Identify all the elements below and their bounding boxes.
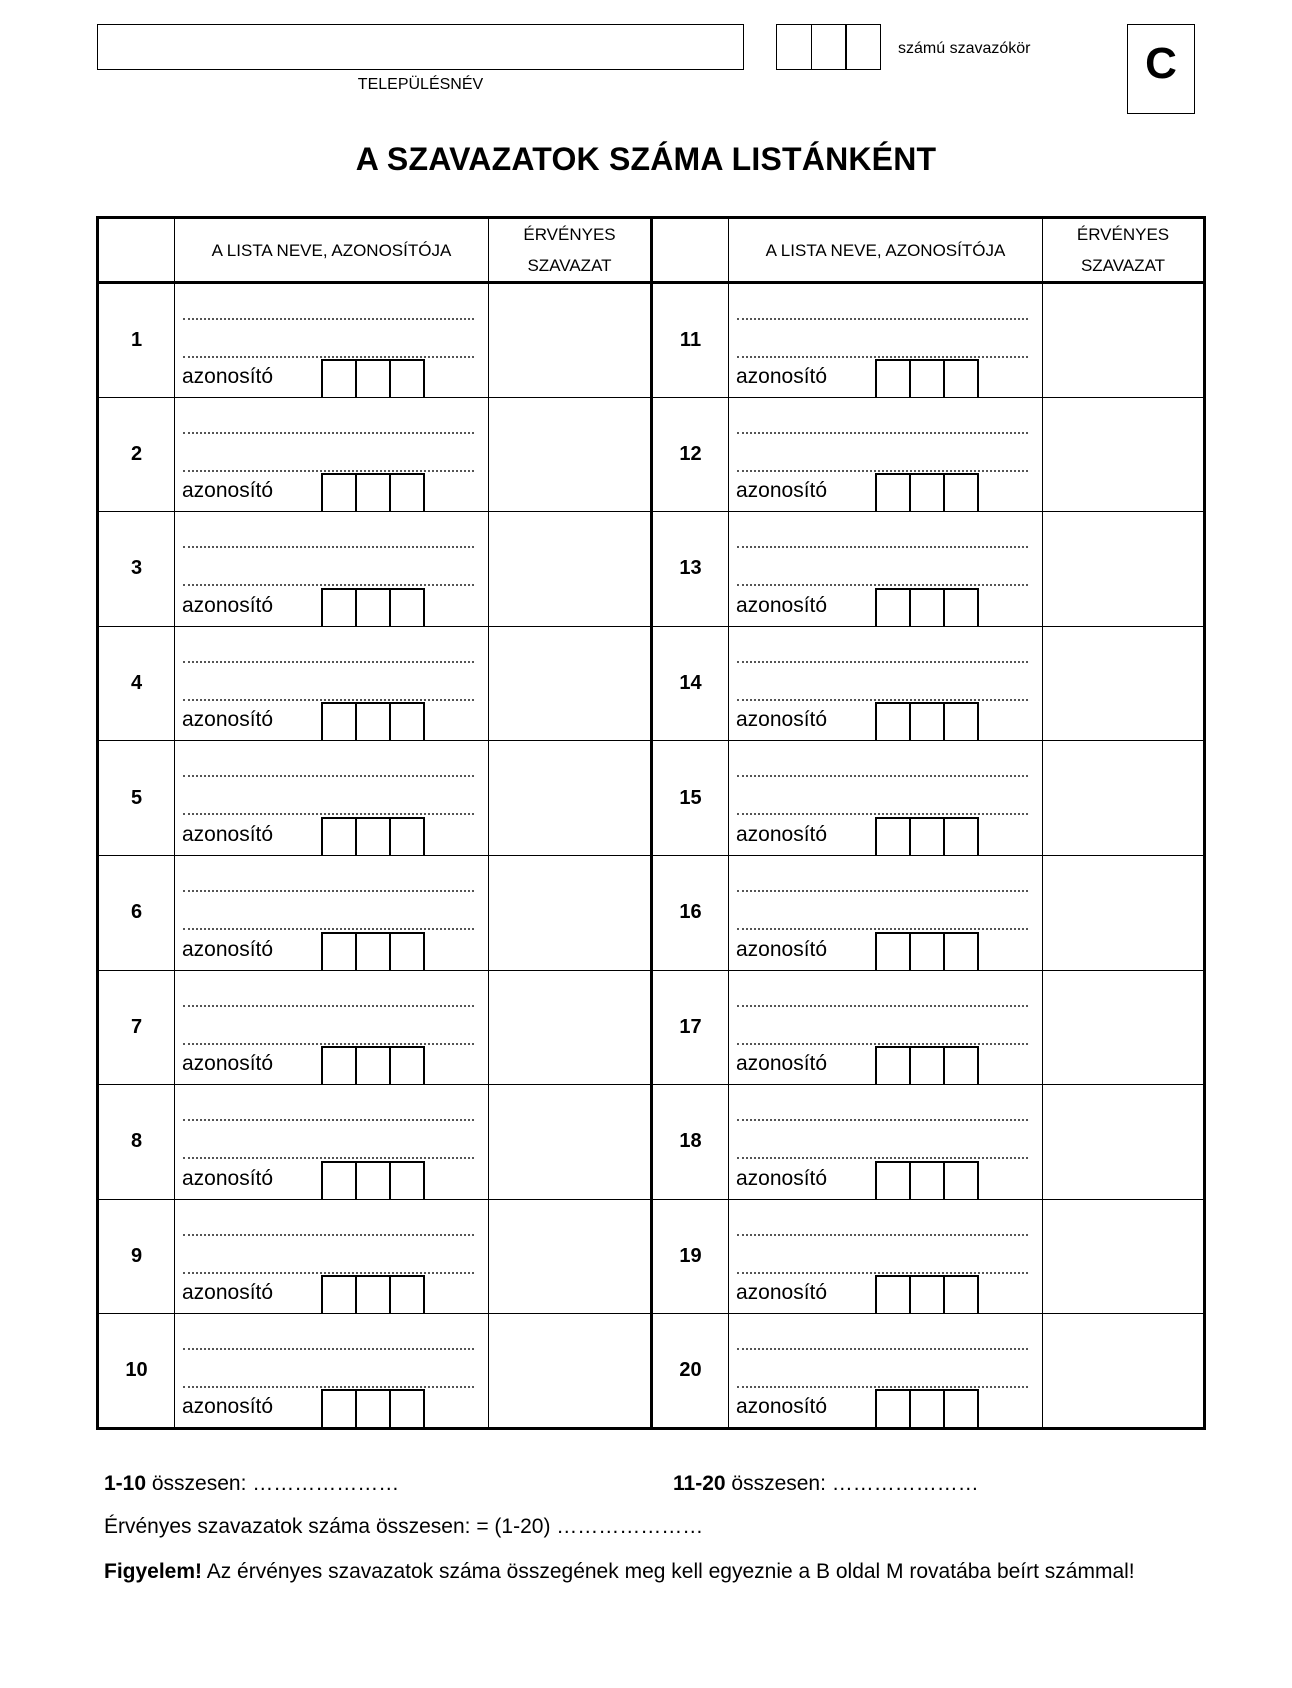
id-digit-box[interactable] bbox=[943, 932, 979, 970]
id-digit-box[interactable] bbox=[909, 817, 945, 855]
id-label: azonosító bbox=[182, 364, 274, 388]
list-name-cell[interactable] bbox=[729, 626, 1043, 741]
table-row bbox=[98, 1199, 1205, 1314]
valid-votes-cell[interactable] bbox=[489, 970, 652, 1085]
settlement-label: TELEPÜLÉSNÉV bbox=[357, 76, 484, 93]
name-dotted-line bbox=[737, 318, 1028, 320]
id-boxes[interactable] bbox=[875, 932, 979, 970]
name-dotted-line bbox=[183, 1272, 474, 1274]
name-dotted-line bbox=[183, 1234, 474, 1236]
valid-votes-cell[interactable] bbox=[1043, 741, 1205, 856]
name-dotted-line bbox=[183, 546, 474, 548]
list-number: 6 bbox=[98, 855, 175, 970]
id-digit-box[interactable] bbox=[909, 932, 945, 970]
precinct-digit-box[interactable] bbox=[776, 24, 812, 70]
id-digit-box[interactable] bbox=[389, 1046, 425, 1084]
name-dotted-line bbox=[183, 775, 474, 777]
id-boxes[interactable] bbox=[875, 817, 979, 855]
table-row bbox=[98, 1085, 1205, 1200]
id-digit-box[interactable] bbox=[355, 932, 391, 970]
id-digit-box[interactable] bbox=[875, 1389, 911, 1427]
list-name-column-header: A LISTA NEVE, AZONOSÍTÓJA bbox=[729, 218, 1043, 283]
name-dotted-line bbox=[737, 890, 1028, 892]
table-row bbox=[98, 1314, 1205, 1429]
subtotal-1-10-text: összesen: ………………… bbox=[146, 1472, 400, 1495]
list-name-cell[interactable] bbox=[175, 855, 489, 970]
name-dotted-line bbox=[737, 1043, 1028, 1045]
grand-total-line: Érvényes szavazatok száma összesen: = (1-20) ………………… bbox=[104, 1515, 704, 1538]
valid-votes-cell[interactable] bbox=[489, 1085, 652, 1200]
id-boxes[interactable] bbox=[321, 817, 425, 855]
id-label: azonosító bbox=[182, 593, 274, 617]
name-dotted-line bbox=[183, 1157, 474, 1159]
table-row bbox=[98, 397, 1205, 512]
id-digit-box[interactable] bbox=[389, 473, 425, 511]
id-digit-box[interactable] bbox=[943, 702, 979, 740]
id-digit-box[interactable] bbox=[355, 1046, 391, 1084]
id-label: azonosító bbox=[736, 708, 828, 732]
id-boxes[interactable] bbox=[875, 473, 979, 511]
warning-note bbox=[104, 1560, 1135, 1584]
valid-votes-cell[interactable] bbox=[1043, 397, 1205, 512]
id-label: azonosító bbox=[182, 1166, 274, 1190]
id-label: azonosító bbox=[736, 593, 828, 617]
subtotal-1-10 bbox=[104, 1472, 399, 1496]
id-boxes[interactable] bbox=[321, 932, 425, 970]
name-dotted-line bbox=[737, 661, 1028, 663]
name-dotted-line bbox=[737, 1272, 1028, 1274]
id-digit-box[interactable] bbox=[389, 702, 425, 740]
valid-votes-header-line2: SZAVAZAT bbox=[1080, 256, 1166, 275]
id-label: azonosító bbox=[182, 1281, 274, 1305]
valid-votes-cell[interactable] bbox=[489, 855, 652, 970]
id-digit-box[interactable] bbox=[875, 702, 911, 740]
subtotal-1-10-range: 1-10 bbox=[104, 1472, 147, 1495]
id-label: azonosító bbox=[736, 822, 828, 846]
id-digit-box[interactable] bbox=[909, 1046, 945, 1084]
valid-votes-cell[interactable] bbox=[1043, 1199, 1205, 1314]
id-digit-box[interactable] bbox=[909, 1275, 945, 1313]
settlement-name-field[interactable] bbox=[97, 24, 744, 70]
id-digit-box[interactable] bbox=[355, 817, 391, 855]
id-digit-box[interactable] bbox=[943, 1046, 979, 1084]
id-digit-box[interactable] bbox=[943, 1389, 979, 1427]
precinct-digit-box[interactable] bbox=[811, 24, 847, 70]
id-digit-box[interactable] bbox=[389, 817, 425, 855]
id-digit-box[interactable] bbox=[321, 1275, 357, 1313]
form-letter-badge: C bbox=[1127, 24, 1195, 114]
valid-votes-cell[interactable] bbox=[1043, 1085, 1205, 1200]
name-dotted-line bbox=[737, 928, 1028, 930]
name-dotted-line bbox=[737, 470, 1028, 472]
id-digit-box[interactable] bbox=[943, 359, 979, 397]
name-dotted-line bbox=[183, 661, 474, 663]
name-dotted-line bbox=[183, 318, 474, 320]
list-number: 18 bbox=[652, 1085, 729, 1200]
id-digit-box[interactable] bbox=[321, 473, 357, 511]
valid-votes-cell[interactable] bbox=[489, 283, 652, 398]
name-dotted-line bbox=[183, 890, 474, 892]
id-digit-box[interactable] bbox=[875, 1275, 911, 1313]
list-number: 13 bbox=[652, 512, 729, 627]
list-name-cell[interactable] bbox=[175, 741, 489, 856]
id-boxes[interactable] bbox=[321, 1161, 425, 1199]
list-number: 4 bbox=[98, 626, 175, 741]
id-digit-box[interactable] bbox=[355, 1275, 391, 1313]
id-boxes[interactable] bbox=[321, 1046, 425, 1084]
id-digit-box[interactable] bbox=[909, 702, 945, 740]
id-digit-box[interactable] bbox=[321, 1161, 357, 1199]
number-column-header bbox=[652, 218, 729, 283]
list-number: 17 bbox=[652, 970, 729, 1085]
id-digit-box[interactable] bbox=[389, 1389, 425, 1427]
list-name-cell[interactable] bbox=[175, 1085, 489, 1200]
id-digit-box[interactable] bbox=[355, 702, 391, 740]
id-digit-box[interactable] bbox=[355, 588, 391, 626]
id-digit-box[interactable] bbox=[321, 817, 357, 855]
id-digit-box[interactable] bbox=[355, 473, 391, 511]
id-digit-box[interactable] bbox=[389, 588, 425, 626]
name-dotted-line bbox=[183, 1119, 474, 1121]
name-dotted-line bbox=[737, 1005, 1028, 1007]
precinct-digit-box[interactable] bbox=[845, 24, 881, 70]
id-boxes[interactable] bbox=[875, 588, 979, 626]
name-dotted-line bbox=[737, 432, 1028, 434]
table-row bbox=[98, 855, 1205, 970]
list-name-cell[interactable] bbox=[729, 1085, 1043, 1200]
name-dotted-line bbox=[737, 1157, 1028, 1159]
list-number: 1 bbox=[98, 283, 175, 398]
id-boxes[interactable] bbox=[321, 1275, 425, 1313]
name-dotted-line bbox=[737, 546, 1028, 548]
id-digit-box[interactable] bbox=[321, 932, 357, 970]
id-digit-box[interactable] bbox=[943, 1161, 979, 1199]
id-boxes[interactable] bbox=[875, 359, 979, 397]
warning-text: Az érvényes szavazatok száma összegének meg kell egyeznie a B oldal M rovatába beírt számmal! bbox=[202, 1560, 1135, 1583]
name-dotted-line bbox=[737, 775, 1028, 777]
list-number: 5 bbox=[98, 741, 175, 856]
id-label: azonosító bbox=[736, 364, 828, 388]
list-number: 9 bbox=[98, 1199, 175, 1314]
id-digit-box[interactable] bbox=[389, 1275, 425, 1313]
table-row bbox=[98, 741, 1205, 856]
table-row bbox=[98, 970, 1205, 1085]
id-digit-box[interactable] bbox=[875, 473, 911, 511]
id-digit-box[interactable] bbox=[321, 1046, 357, 1084]
id-digit-box[interactable] bbox=[909, 1161, 945, 1199]
id-digit-box[interactable] bbox=[909, 473, 945, 511]
id-label: azonosító bbox=[182, 1052, 274, 1076]
id-label: azonosító bbox=[182, 822, 274, 846]
id-boxes[interactable] bbox=[321, 588, 425, 626]
id-boxes[interactable] bbox=[321, 1389, 425, 1427]
id-boxes[interactable] bbox=[321, 359, 425, 397]
subtotal-11-20-text: összesen: ………………… bbox=[725, 1472, 979, 1495]
table-row bbox=[98, 626, 1205, 741]
id-digit-box[interactable] bbox=[943, 473, 979, 511]
subtotal-11-20-range: 11-20 bbox=[673, 1472, 726, 1495]
id-label: azonosító bbox=[182, 937, 274, 961]
list-number: 19 bbox=[652, 1199, 729, 1314]
id-digit-box[interactable] bbox=[355, 1161, 391, 1199]
id-digit-box[interactable] bbox=[909, 359, 945, 397]
name-dotted-line bbox=[737, 1119, 1028, 1121]
id-digit-box[interactable] bbox=[321, 359, 357, 397]
valid-votes-header-line1: ÉRVÉNYES bbox=[523, 225, 616, 244]
valid-votes-cell[interactable] bbox=[1043, 512, 1205, 627]
id-boxes[interactable] bbox=[875, 1275, 979, 1313]
results-table bbox=[96, 216, 1206, 1430]
valid-votes-cell[interactable] bbox=[1043, 283, 1205, 398]
valid-votes-header-line2: SZAVAZAT bbox=[527, 256, 612, 275]
list-number: 2 bbox=[98, 397, 175, 512]
list-name-column-header: A LISTA NEVE, AZONOSÍTÓJA bbox=[175, 218, 489, 283]
id-label: azonosító bbox=[736, 1052, 828, 1076]
id-digit-box[interactable] bbox=[943, 817, 979, 855]
list-name-cell[interactable] bbox=[729, 1314, 1043, 1429]
valid-votes-cell[interactable] bbox=[489, 741, 652, 856]
id-digit-box[interactable] bbox=[389, 932, 425, 970]
id-boxes[interactable] bbox=[321, 473, 425, 511]
list-name-cell[interactable] bbox=[729, 283, 1043, 398]
id-digit-box[interactable] bbox=[875, 588, 911, 626]
id-digit-box[interactable] bbox=[875, 932, 911, 970]
id-digit-box[interactable] bbox=[909, 1389, 945, 1427]
name-dotted-line bbox=[737, 813, 1028, 815]
list-number: 16 bbox=[652, 855, 729, 970]
id-digit-box[interactable] bbox=[321, 1389, 357, 1427]
id-label: azonosító bbox=[182, 1394, 274, 1418]
valid-votes-cell[interactable] bbox=[1043, 970, 1205, 1085]
table-row bbox=[98, 512, 1205, 627]
list-name-cell[interactable] bbox=[729, 397, 1043, 512]
id-digit-box[interactable] bbox=[875, 359, 911, 397]
valid-votes-cell[interactable] bbox=[1043, 855, 1205, 970]
name-dotted-line bbox=[183, 584, 474, 586]
list-name-cell[interactable] bbox=[729, 1199, 1043, 1314]
id-digit-box[interactable] bbox=[389, 1161, 425, 1199]
valid-votes-column-header bbox=[489, 218, 652, 283]
id-label: azonosító bbox=[736, 1166, 828, 1190]
name-dotted-line bbox=[183, 699, 474, 701]
precinct-number-boxes[interactable] bbox=[776, 24, 881, 70]
table-header-row bbox=[98, 218, 1205, 283]
list-number: 8 bbox=[98, 1085, 175, 1200]
list-number: 7 bbox=[98, 970, 175, 1085]
valid-votes-header-line1: ÉRVÉNYES bbox=[1076, 225, 1170, 244]
name-dotted-line bbox=[183, 432, 474, 434]
name-dotted-line bbox=[183, 1005, 474, 1007]
list-number: 12 bbox=[652, 397, 729, 512]
id-boxes[interactable] bbox=[875, 1161, 979, 1199]
valid-votes-cell[interactable] bbox=[489, 626, 652, 741]
id-digit-box[interactable] bbox=[875, 817, 911, 855]
page-title: A SZAVAZATOK SZÁMA LISTÁNKÉNT bbox=[355, 141, 937, 177]
id-digit-box[interactable] bbox=[321, 702, 357, 740]
name-dotted-line bbox=[183, 470, 474, 472]
list-name-cell[interactable] bbox=[175, 283, 489, 398]
list-number: 20 bbox=[652, 1314, 729, 1429]
id-boxes[interactable] bbox=[321, 702, 425, 740]
valid-votes-cell[interactable] bbox=[489, 397, 652, 512]
list-number: 3 bbox=[98, 512, 175, 627]
id-digit-box[interactable] bbox=[355, 359, 391, 397]
id-label: azonosító bbox=[736, 1281, 828, 1305]
valid-votes-column-header bbox=[1043, 218, 1205, 283]
list-name-cell[interactable] bbox=[175, 1314, 489, 1429]
id-label: azonosító bbox=[182, 479, 274, 503]
name-dotted-line bbox=[183, 928, 474, 930]
id-boxes[interactable] bbox=[875, 702, 979, 740]
id-label: azonosító bbox=[182, 708, 274, 732]
list-name-cell[interactable] bbox=[175, 626, 489, 741]
list-name-cell[interactable] bbox=[175, 1199, 489, 1314]
name-dotted-line bbox=[737, 1348, 1028, 1350]
valid-votes-cell[interactable] bbox=[489, 512, 652, 627]
id-digit-box[interactable] bbox=[321, 588, 357, 626]
name-dotted-line bbox=[183, 813, 474, 815]
id-label: azonosító bbox=[736, 937, 828, 961]
list-name-cell[interactable] bbox=[729, 970, 1043, 1085]
id-label: azonosító bbox=[736, 1394, 828, 1418]
id-label: azonosító bbox=[736, 479, 828, 503]
list-name-cell[interactable] bbox=[729, 512, 1043, 627]
name-dotted-line bbox=[737, 1234, 1028, 1236]
id-digit-box[interactable] bbox=[943, 588, 979, 626]
valid-votes-cell[interactable] bbox=[1043, 626, 1205, 741]
subtotal-11-20 bbox=[673, 1472, 979, 1496]
name-dotted-line bbox=[183, 1043, 474, 1045]
valid-votes-cell[interactable] bbox=[1043, 1314, 1205, 1429]
table-row bbox=[98, 283, 1205, 398]
name-dotted-line bbox=[183, 1348, 474, 1350]
number-column-header bbox=[98, 218, 175, 283]
list-name-cell[interactable] bbox=[175, 970, 489, 1085]
valid-votes-cell[interactable] bbox=[489, 1314, 652, 1429]
list-name-cell[interactable] bbox=[729, 855, 1043, 970]
id-digit-box[interactable] bbox=[943, 1275, 979, 1313]
id-digit-box[interactable] bbox=[355, 1389, 391, 1427]
warning-label: Figyelem! bbox=[104, 1560, 203, 1583]
list-name-cell[interactable] bbox=[175, 512, 489, 627]
precinct-label: számú szavazókör bbox=[898, 40, 1031, 57]
list-name-cell[interactable] bbox=[729, 741, 1043, 856]
list-number: 10 bbox=[98, 1314, 175, 1429]
list-number: 15 bbox=[652, 741, 729, 856]
valid-votes-cell[interactable] bbox=[489, 1199, 652, 1314]
id-digit-box[interactable] bbox=[389, 359, 425, 397]
id-boxes[interactable] bbox=[875, 1046, 979, 1084]
list-name-cell[interactable] bbox=[175, 397, 489, 512]
name-dotted-line bbox=[737, 584, 1028, 586]
id-digit-box[interactable] bbox=[875, 1161, 911, 1199]
list-number: 11 bbox=[652, 283, 729, 398]
name-dotted-line bbox=[737, 699, 1028, 701]
list-number: 14 bbox=[652, 626, 729, 741]
id-digit-box[interactable] bbox=[875, 1046, 911, 1084]
id-digit-box[interactable] bbox=[909, 588, 945, 626]
id-boxes[interactable] bbox=[875, 1389, 979, 1427]
